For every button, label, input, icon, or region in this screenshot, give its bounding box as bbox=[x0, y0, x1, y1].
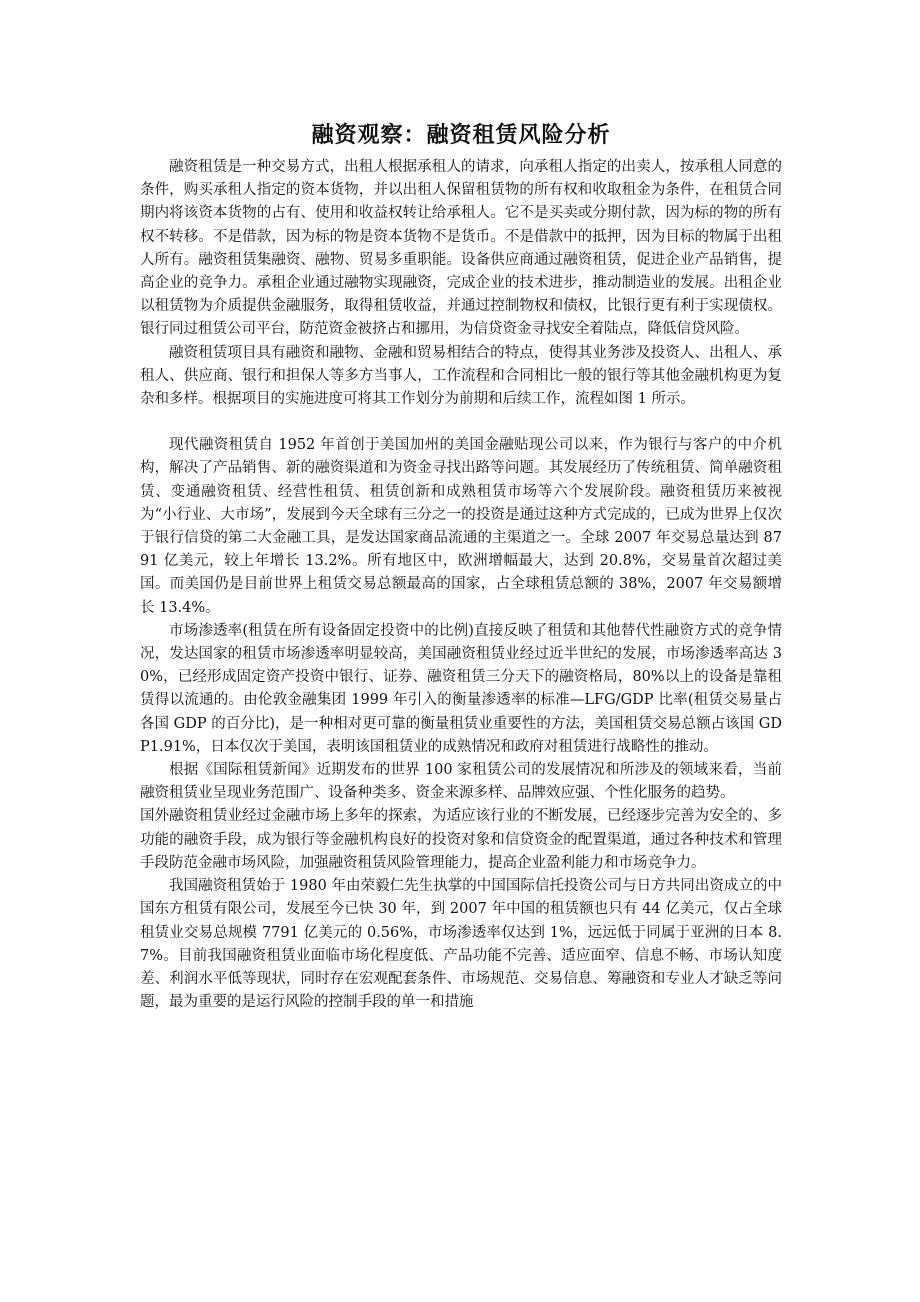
paragraph-definition: 融资租赁是一种交易方式，出租人根据承租人的请求，向承租人指定的出卖人，按承租人同意的条件，购买承租人指定的资本货物，并以出租人保留租赁物的所有权和收取租金为条件，在租赁合同期内将该资本货物的占有、使用和收益权转让给承租人。它不是买卖或分期付款，因为标的物的所有权不转移。不是借款，因为标的物是资本货物不是货币。不是借款中的抵押，因为目标的物属于出租人所有。融资租赁集融资、融物、贸易多重职能。设备供应商通过融资租赁，促进企业产品销售，提高企业的竞争力。承租企业通过融物实现融资，完成企业的技术进步，推动制造业的发展。出租企业以租赁物为介质提供金融服务，取得租赁收益，并通过控制物权和债权，比银行更有利于实现债权。银行同过租赁公司平台，防范资金被挤占和挪用，为信贷资金寻找安全着陆点，降低信贷风险。 bbox=[140, 159, 782, 338]
document-title: 融资观察：融资租赁风险分析 bbox=[311, 122, 611, 148]
paragraph-modern-history: 现代融资租赁自 1952 年首创于美国加州的美国金融贴现公司以来，作为银行与客户的中介机构，解决了产品销售、新的融资渠道和为资金寻找出路等问题。其发展经历了传统租赁、简单融资租赁、变通融资租赁、经营性租赁、租赁创新和成熟租赁市场等六个发展阶段。融资租赁历来被视为“小行业、大市场”，发展到今天全球有三分之一的投资是通过这种方式完成的，已成为世界上仅次于银行信贷的第二大金融工具，是发达国家商品流通的主渠道之一。全球 2007 年交易总量达到 8791 亿美元，较上年增长 13.2%。所有地区中，欧洲增幅最大，达到 20.8%，交易量首次超过美国。而美国仍是目前世界上租赁交易总额最高的国家，占全球租赁总额的 38%，2007 年交易额增长 13.4%。 bbox=[140, 437, 782, 616]
paragraph-market-penetration: 市场渗透率(租赁在所有设备固定投资中的比例)直接反映了租赁和其他替代性融资方式的竞争情况，发达国家的租赁市场渗透率明显较高，美国融资租赁业经过近半世纪的发展，市场渗透率高达 30%，已经形成固定资产投资中银行、证券、融资租赁三分天下的融资格局，80%以上的设备是靠租赁得以流通的。由伦敦金融集团 1999 年引入的衡量渗透率的标准—LFG/GDP 比率(租赁交易量占各国 GDP 的百分比)，是一种相对更可靠的衡量租赁业重要性的方法，美国租赁交易总额占该国 GDP1.91%，日本仅次于美国，表明该国租赁业的成熟情况和政府对租赁进行战略性的推动。 bbox=[140, 622, 782, 755]
paragraph-industry-trends: 根据《国际租赁新闻》近期发布的世界 100 家租赁公司的发展情况和所涉及的领域来看，当前融资租赁业呈现业务范围广、设备种类多、资金来源多样、品牌效应强、个性化服务的趋势。 bbox=[140, 762, 782, 802]
figure-gap bbox=[140, 411, 782, 434]
paragraph-china-leasing: 我国融资租赁始于 1980 年由荣毅仁先生执掌的中国国际信托投资公司与日方共同出资成立的中国东方租赁有限公司，发展至今已快 30 年，到 2007 年中国的租赁额也只有 44 亿美元，仅占全球租赁业交易总规模 7791 亿美元的 0.56%，市场渗透率仅达到 1%，远远低于同属于亚洲的日本 8.7%。目前我国融资租赁业面临市场化程度低、产品功能不完善、适应面窄、信息不畅、市场认知度差、利润水平低等现状，同时存在宏观配套条件、市场规范、交易信息、筹融资和专业人才缺乏等问题，最为重要的是运行风险的控制手段的单一和措施 bbox=[140, 878, 782, 1011]
paragraph-foreign-industry: 国外融资租赁业经过金融市场上多年的探索，为适应该行业的不断发展，已经逐步完善为安全的、多功能的融资手段，成为银行等金融机构良好的投资对象和信贷资金的配置渠道，通过各种技术和管理手段防范金融市场风险，加强融资租赁风险管理能力，提高企业盈利能力和市场竞争力。 bbox=[140, 808, 782, 871]
document-page bbox=[140, 118, 782, 1014]
paragraph-project-features: 融资租赁项目具有融资和融物、金融和贸易相结合的特点，使得其业务涉及投资人、出租人、承租人、供应商、银行和担保人等多方当事人，工作流程和合同相比一般的银行等其他金融机构更为复杂和多样。根据项目的实施进度可将其工作划分为前期和后续工作，流程如图 1 所示。 bbox=[140, 344, 782, 408]
